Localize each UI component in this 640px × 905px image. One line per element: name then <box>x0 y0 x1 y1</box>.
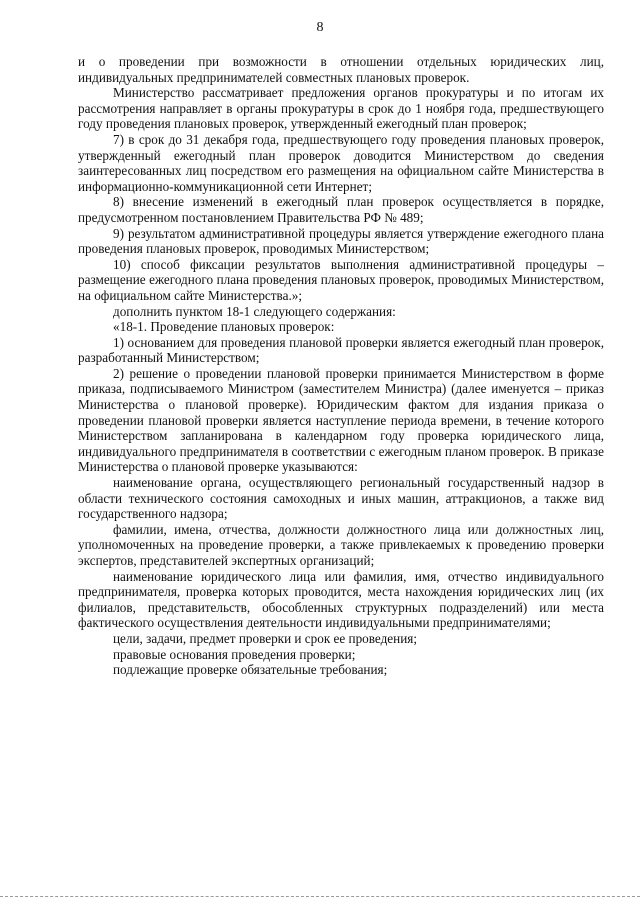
paragraph: «18-1. Проведение плановых проверок: <box>113 319 335 335</box>
paragraph: 10) способ фиксации результатов выполнения административной процедуры – размещение ежегодного плана проведения плановых проверок, проводимых Министерством, на официальном сайте Министерства.»; <box>78 256 604 303</box>
paragraph: фамилии, имена, отчества, должности должностного лица или должностных лиц, уполномоченных на проведение проверки, а также привлекаемых к проведению проверки экспертов, представителей экспертных организаций; <box>78 521 604 568</box>
document-body <box>78 54 604 678</box>
paragraph: дополнить пунктом 18-1 следующего содержания: <box>113 303 396 319</box>
paragraph: правовые основания проведения проверки; <box>113 646 356 662</box>
page-number: 8 <box>316 20 324 35</box>
paragraph: 9) результатом административной процедуры является утверждение ежегодного плана проведения плановых проверок, проводимых Министерством; <box>78 225 604 257</box>
paragraph: 8) внесение изменений в ежегодный план проверок осуществляется в порядке, предусмотренном постановлением Правительства РФ № 489; <box>78 194 604 225</box>
bottom-scan-edge <box>0 896 640 897</box>
paragraph: Министерство рассматривает предложения органов прокуратуры и по итогам их рассмотрения направляет в органы прокуратуры в срок до 1 ноября года, предшествующего году проведения плановых проверок, утвержденный ежегодный план проверок; <box>78 85 604 132</box>
paragraph: цели, задачи, предмет проверки и срок ее проведения; <box>113 630 418 646</box>
paragraph: наименование органа, осуществляющего региональный государственный надзор в области технического состояния самоходных и иных машин, аттракционов, а также вид государственного надзора; <box>78 475 604 522</box>
paragraph: и о проведении при возможности в отношении отдельных юридических лиц, индивидуальных предпринимателей совместных плановых проверок. <box>78 54 604 85</box>
paragraph: наименование юридического лица или фамилия, имя, отчество индивидуального предпринимателя, проверка которых проводится, места нахождения юридических лиц (их филиалов, представительств, обособленных структурных подразделений) или места фактического осуществления деятельности индивидуальными предпринимателями; <box>78 568 604 631</box>
paragraph: подлежащие проверке обязательные требования; <box>113 662 388 678</box>
paragraph: 1) основанием для проведения плановой проверки является ежегодный план проверок, разработанный Министерством; <box>78 334 604 366</box>
paragraph: 2) решение о проведении плановой проверки принимается Министерством в форме приказа, подписываемого Министром (заместителем Министра) (далее именуется – приказ Министерства о плановой проверке). Юридическим фактом для издания приказа о проведении плановой проверки является наступление периода времени, в течение которого Министерством запланирована в календарном году проверка юридического лица, индивидуального предпринимателя в соответствии с ежегодным планом проверок. В приказе Министерства о плановой проверке указываются: <box>78 365 604 475</box>
paragraph: 7) в срок до 31 декабря года, предшествующего году проведения плановых проверок, утвержденный ежегодный план проверок доводится Министерством до сведения заинтересованных лиц посредством его размещения на официальном сайте Министерства в информационно-коммуникационной сети Интернет; <box>78 131 604 194</box>
